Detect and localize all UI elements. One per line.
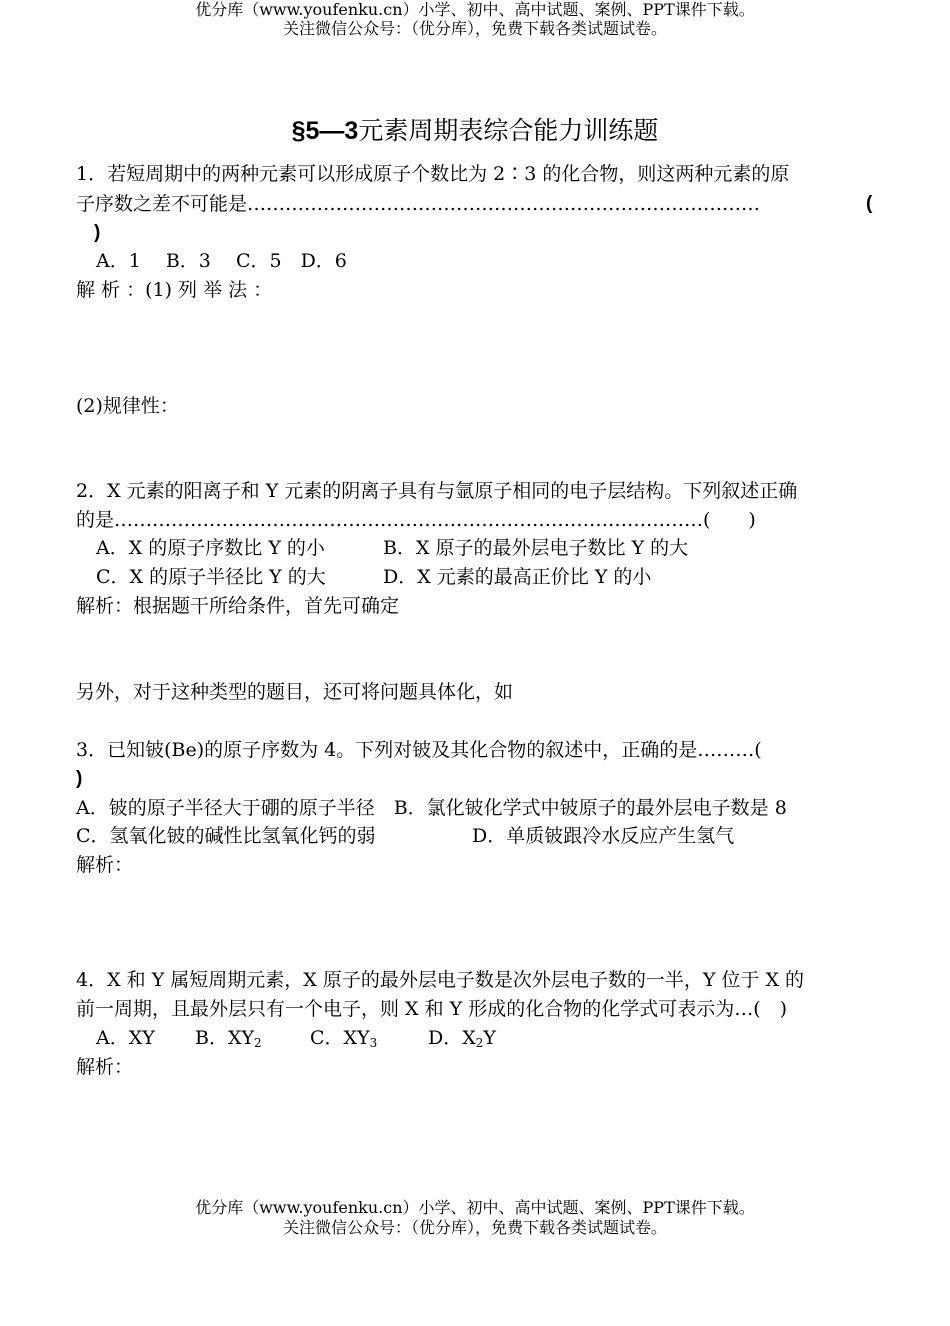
page-title: [0, 116, 950, 146]
q4-option-a: A．XY: [96, 1027, 155, 1049]
q1-options: A．1 B．3 C．5 D．6: [96, 250, 347, 272]
q2-analysis-1: 解析：根据题干所给条件，首先可确定: [76, 595, 400, 617]
section-number: §5—3: [291, 117, 359, 145]
q2-analysis-2: 另外，对于这种类型的题目，还可将问题具体化，如: [76, 681, 514, 703]
q1-paren-open: (: [866, 193, 873, 214]
q4-option-d: [428, 1025, 496, 1051]
q4-option-c: [310, 1025, 377, 1051]
q4-line-1: 4．X 和 Y 属短周期元素，X 原子的最外层电子数是次外层电子数的一半，Y 位于 X 的: [76, 969, 805, 991]
header-line-1: 优分库（www.youfenku.cn）小学、初中、高中试题、案例、PPT课件下载。: [195, 0, 755, 19]
q3-options-ab: A．铍的原子半径大于硼的原子半径 B．氯化铍化学式中铍原子的最外层电子数是 8: [76, 797, 787, 819]
q4-option-d-text: D．X: [428, 1027, 476, 1049]
q4-option-c-sub: 3: [369, 1036, 378, 1050]
q4-option-c-text: C．XY: [310, 1027, 370, 1049]
q4-option-b: [195, 1025, 262, 1051]
q4-option-d-tail: Y: [483, 1027, 496, 1049]
q2-option-c: C．X 的原子半径比 Y 的大: [96, 566, 326, 588]
q4-option-d-sub: 2: [475, 1036, 484, 1050]
footer-line-1: 优分库（www.youfenku.cn）小学、初中、高中试题、案例、PPT课件下载。: [195, 1198, 755, 1217]
q3-analysis: 解析：: [76, 854, 134, 876]
q4-analysis: 解析：: [76, 1056, 134, 1078]
q2-option-a: A．X 的原子序数比 Y 的小: [96, 537, 325, 559]
q4-line-2: 前一周期，且最外层只有一个电子，则 X 和 Y 形成的化合物的化学式可表示为…( ): [76, 998, 788, 1020]
q3-option-d: D．单质铍跟冷水反应产生氢气: [472, 825, 735, 847]
q1-line-2-text: 子序数之差不可能是………………………………………………………………………: [76, 193, 761, 215]
title-text: 元素周期表综合能力训练题: [358, 116, 659, 145]
q2-option-b: B．X 原子的最外层电子数比 Y 的大: [383, 537, 689, 559]
q2-line-1: 2．X 元素的阳离子和 Y 元素的阴离子具有与氩原子相同的电子层结构。下列叙述正确: [76, 480, 798, 502]
q1-line-2: [76, 191, 760, 217]
q3-option-c: C．氢氧化铍的碱性比氢氧化钙的弱: [76, 825, 376, 847]
header-line-2: 关注微信公众号：（优分库），免费下载各类试题试卷。: [282, 19, 667, 38]
q1-paren-close: ): [94, 222, 101, 243]
q3-line-1: 3．已知铍(Be)的原子序数为 4。下列对铍及其化合物的叙述中，正确的是………(: [76, 739, 762, 761]
q4-option-b-text: B．XY: [195, 1027, 255, 1049]
q1-line-1: 1．若短周期中的两种元素可以形成原子个数比为 2∶3 的化合物，则这两种元素的原: [76, 163, 790, 185]
q3-line-2: ): [76, 768, 83, 789]
q1-analysis-1: 解 析 ：(1) 列 举 法 ：: [76, 279, 273, 301]
footer-line-2: 关注微信公众号：（优分库），免费下载各类试题试卷。: [282, 1218, 667, 1237]
q1-analysis-2: (2)规律性：: [76, 395, 179, 417]
q4-option-b-sub: 2: [254, 1036, 262, 1050]
q2-line-2: 的是…………………………………………………………………………………( ): [76, 509, 756, 531]
q2-option-d: D．X 元素的最高正价比 Y 的小: [383, 566, 652, 588]
